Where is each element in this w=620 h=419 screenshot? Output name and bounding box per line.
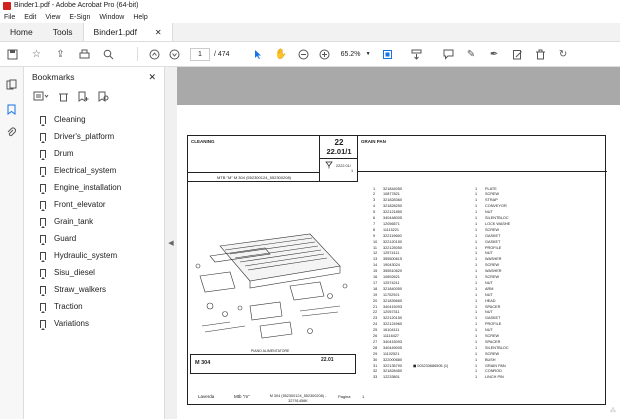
parts-sheet bbox=[187, 135, 606, 405]
grain-pan-header bbox=[358, 136, 607, 172]
part-pos: 3 bbox=[373, 198, 376, 203]
chevron-down-icon: ▼ bbox=[365, 51, 371, 57]
toolbar-divider bbox=[137, 47, 138, 61]
part-code: 10877821 bbox=[383, 192, 400, 197]
footer-brand: Laverda bbox=[198, 394, 215, 399]
part-qty: 1 bbox=[475, 286, 478, 291]
part-qty: 1 bbox=[475, 363, 478, 368]
bookmark-label: Cleaning bbox=[54, 115, 86, 124]
tab-document[interactable] bbox=[83, 23, 173, 41]
close-tab-icon[interactable]: ✕ bbox=[154, 27, 162, 37]
bookmark-item[interactable] bbox=[24, 111, 164, 128]
page-thumbnails-icon[interactable] bbox=[5, 78, 18, 91]
parts-row bbox=[373, 257, 535, 262]
part-desc: SILENTBLOC bbox=[485, 345, 509, 350]
parts-row bbox=[373, 263, 535, 268]
part-code: 321840050 bbox=[383, 286, 403, 291]
part-pos: 26 bbox=[373, 334, 378, 338]
part-pos: 23 bbox=[373, 316, 378, 321]
part-desc: SCREW bbox=[485, 192, 500, 197]
watermark-text: ⁂ bbox=[610, 408, 616, 414]
drawing-title-block bbox=[190, 349, 356, 374]
bookmark-icon bbox=[40, 303, 46, 311]
part-qty: 1 bbox=[475, 257, 478, 262]
part-code: 11115221 bbox=[383, 227, 400, 232]
drawing-code: 22.01 bbox=[321, 357, 334, 363]
bookmarks-title: Bookmarks bbox=[32, 72, 75, 82]
part-desc: LINCH PIN bbox=[485, 375, 504, 380]
exploded-drawing bbox=[190, 226, 356, 352]
part-pos: 10 bbox=[373, 239, 378, 244]
part-pos: 7 bbox=[373, 221, 376, 226]
page-number-input[interactable]: 1 bbox=[190, 48, 210, 61]
part-code: 12057311 bbox=[383, 310, 400, 315]
part-code: 340415093 bbox=[383, 304, 403, 309]
part-qty: 1 bbox=[475, 304, 478, 309]
bookmark-item[interactable] bbox=[24, 298, 164, 315]
part-code: 16104111 bbox=[383, 328, 400, 333]
part-qty: 1 bbox=[475, 239, 478, 244]
bookmark-icon bbox=[40, 269, 46, 277]
parts-row bbox=[373, 192, 535, 197]
part-code: 12233801 bbox=[383, 375, 400, 380]
bookmark-label: Straw_walkers bbox=[54, 285, 107, 294]
bookmark-item[interactable] bbox=[24, 162, 164, 179]
part-code: 322119660 bbox=[383, 233, 402, 238]
search-icon[interactable] bbox=[102, 48, 115, 61]
options-menu-icon[interactable] bbox=[32, 90, 50, 103]
part-code: 322135790 bbox=[383, 363, 403, 368]
save-icon[interactable] bbox=[6, 48, 19, 61]
part-desc: SILENTBLOC bbox=[485, 216, 509, 220]
collapse-left-icon: ◀ bbox=[168, 240, 174, 247]
find-bookmark-icon[interactable] bbox=[97, 90, 110, 103]
part-code: 321839660 bbox=[383, 298, 403, 303]
part-code: 322120150 bbox=[383, 316, 403, 321]
parts-row bbox=[373, 298, 535, 303]
part-pos: 1 bbox=[373, 186, 376, 191]
part-pos: 33 bbox=[373, 375, 378, 380]
part-qty: 1 bbox=[475, 216, 478, 220]
part-pos: 9 bbox=[373, 233, 376, 238]
part-desc: GASKET bbox=[485, 233, 501, 238]
part-desc: NUT bbox=[485, 310, 493, 315]
part-qty: 1 bbox=[475, 369, 478, 374]
parts-row bbox=[373, 239, 535, 244]
part-qty: 1 bbox=[475, 345, 478, 350]
part-desc: GRAIN PAN bbox=[485, 363, 506, 368]
part-qty: 1 bbox=[475, 192, 478, 197]
part-code: 355500615 bbox=[383, 257, 403, 262]
part-qty: 1 bbox=[475, 198, 478, 203]
bookmarks-panel-icon[interactable] bbox=[5, 103, 18, 116]
flag-symbol-icon bbox=[325, 161, 333, 169]
footer-serial: M 304 (552300124_552300208) - 32791456K bbox=[269, 394, 327, 403]
part-qty: 1 bbox=[475, 221, 478, 226]
part-pos: 13 bbox=[373, 257, 378, 262]
upload-icon[interactable]: ⇪ bbox=[56, 48, 65, 60]
parts-row bbox=[373, 227, 535, 232]
sheet-footer bbox=[188, 390, 607, 406]
part-code: 355510620 bbox=[383, 269, 403, 274]
part-desc: LOCK WASHE bbox=[485, 221, 511, 226]
part-desc: SCREW bbox=[485, 351, 500, 356]
menu-bar bbox=[0, 11, 620, 23]
part-desc: STRAP bbox=[485, 198, 498, 203]
part-qty: 1 bbox=[475, 334, 478, 338]
zoom-level-value: 65.2% bbox=[340, 50, 361, 58]
part-pos: 8 bbox=[373, 227, 376, 232]
footer-page-label: Pagina bbox=[338, 394, 351, 399]
part-code: 321844050 bbox=[383, 186, 403, 191]
part-desc: SPACER bbox=[485, 304, 501, 309]
bookmark-label: Sisu_diesel bbox=[54, 268, 95, 277]
part-code: 10892621 bbox=[383, 275, 400, 279]
document-viewport[interactable] bbox=[177, 67, 620, 419]
part-code: 340449005 bbox=[383, 345, 403, 350]
part-code: 11702921 bbox=[383, 292, 400, 297]
zoom-in-icon[interactable] bbox=[318, 48, 331, 61]
bookmark-icon bbox=[40, 286, 46, 294]
part-pos: 16 bbox=[373, 275, 378, 279]
part-qty: 1 bbox=[475, 328, 478, 333]
bookmarks-panel bbox=[24, 67, 165, 419]
part-code: 11116427 bbox=[383, 334, 400, 338]
pdf-page bbox=[177, 105, 620, 419]
bookmarks-header bbox=[24, 67, 164, 87]
tab-home[interactable]: Home bbox=[10, 27, 33, 37]
bookmark-icon bbox=[40, 150, 46, 158]
parts-row bbox=[373, 198, 535, 203]
window-title: Binder1.pdf - Adobe Acrobat Pro (64-bit) bbox=[14, 2, 139, 9]
parts-row bbox=[373, 292, 535, 297]
bookmark-item[interactable] bbox=[24, 315, 164, 332]
small-ref: 2222.01/ bbox=[336, 164, 351, 168]
bookmark-icon bbox=[40, 235, 46, 243]
parts-row bbox=[373, 357, 535, 362]
part-qty: 1 bbox=[475, 357, 478, 362]
part-qty: 1 bbox=[475, 310, 478, 315]
parts-row bbox=[373, 233, 535, 238]
menu-window[interactable]: Window bbox=[99, 13, 125, 21]
part-pos: 21 bbox=[373, 304, 378, 309]
parts-row bbox=[373, 286, 535, 291]
sign-icon[interactable]: ✒ bbox=[489, 48, 499, 60]
part-code: 322120150 bbox=[383, 239, 403, 244]
part-code: 321828250 bbox=[383, 204, 403, 209]
bookmark-item[interactable] bbox=[24, 179, 164, 196]
page-down-icon[interactable] bbox=[168, 48, 181, 61]
bookmark-item[interactable] bbox=[24, 230, 164, 247]
part-desc: SCREW bbox=[485, 334, 500, 338]
part-desc: NUT bbox=[485, 251, 493, 256]
part-pos: 14 bbox=[373, 263, 378, 268]
part-desc: NUT bbox=[485, 280, 493, 285]
part-pos: 19 bbox=[373, 292, 378, 297]
part-pos: 29 bbox=[373, 351, 378, 356]
part-qty: 1 bbox=[475, 269, 478, 274]
previous-page-area bbox=[177, 67, 620, 105]
part-qty: 1 bbox=[475, 251, 478, 256]
parts-row bbox=[373, 204, 535, 209]
grain-pan-drawing bbox=[190, 226, 356, 352]
bookmark-icon bbox=[40, 116, 46, 124]
parts-row bbox=[373, 345, 535, 350]
bookmark-item[interactable] bbox=[24, 247, 164, 264]
page-up-icon[interactable] bbox=[148, 48, 161, 61]
part-qty: 1 bbox=[475, 298, 478, 303]
bookmark-icon bbox=[40, 133, 46, 141]
part-pos: 12 bbox=[373, 251, 378, 256]
bookmark-label: Hydraulic_system bbox=[54, 251, 118, 260]
part-code: 321828450 bbox=[383, 369, 403, 374]
fit-page-icon[interactable] bbox=[381, 48, 394, 61]
bookmark-label: Drum bbox=[54, 149, 74, 158]
part-desc: ARM bbox=[485, 286, 494, 291]
delete-icon[interactable] bbox=[534, 48, 547, 61]
parts-row bbox=[373, 216, 535, 221]
bookmark-icon bbox=[40, 218, 46, 226]
part-code: 322121850 bbox=[383, 210, 403, 215]
part-pos: 20 bbox=[373, 298, 378, 303]
part-desc: GASKET bbox=[485, 316, 501, 321]
tab-tools[interactable]: Tools bbox=[52, 27, 73, 37]
bookmark-item[interactable] bbox=[24, 128, 164, 145]
edit-pdf-icon[interactable] bbox=[511, 48, 524, 61]
bookmark-list bbox=[24, 105, 164, 332]
bookmark-label: Grain_tank bbox=[54, 217, 94, 226]
part-desc: WASHER bbox=[485, 257, 502, 262]
part-qty: 1 bbox=[475, 316, 478, 321]
part-desc: CONVEYOR bbox=[485, 204, 507, 209]
delete-bookmark-icon[interactable] bbox=[57, 90, 70, 103]
menu-help[interactable]: Help bbox=[133, 13, 148, 21]
bookmark-item[interactable] bbox=[24, 281, 164, 298]
bookmark-item[interactable] bbox=[24, 213, 164, 230]
bookmark-item[interactable] bbox=[24, 145, 164, 162]
part-pos: 18 bbox=[373, 286, 378, 291]
bookmark-icon bbox=[40, 320, 46, 328]
part-desc: CONROD bbox=[485, 369, 502, 374]
part-pos: 27 bbox=[373, 339, 378, 344]
part-qty: 1 bbox=[475, 375, 478, 380]
part-qty: 1 bbox=[475, 245, 478, 250]
close-panel-icon[interactable]: ✕ bbox=[148, 71, 156, 82]
ref-sub: 22.01/1 bbox=[326, 147, 352, 156]
parts-row bbox=[373, 251, 535, 256]
part-code: 12056571 bbox=[383, 221, 400, 226]
menu-view[interactable]: View bbox=[45, 13, 61, 21]
select-cursor-icon[interactable] bbox=[252, 48, 265, 61]
section-header bbox=[188, 136, 320, 182]
part-desc: NUT bbox=[485, 328, 493, 333]
part-desc: PROFILE bbox=[485, 245, 502, 250]
bookmark-label: Engine_installation bbox=[54, 183, 122, 192]
menu-esign[interactable]: E-Sign bbox=[69, 13, 91, 21]
parts-row bbox=[373, 275, 535, 280]
bookmark-item[interactable] bbox=[24, 196, 164, 213]
bookmark-label: Variations bbox=[54, 319, 89, 328]
parts-row bbox=[373, 245, 535, 250]
parts-row bbox=[373, 186, 535, 191]
part-desc: NUT bbox=[485, 292, 493, 297]
parts-row bbox=[373, 334, 535, 339]
parts-row bbox=[373, 363, 535, 368]
parts-row bbox=[373, 328, 535, 333]
page-total: / 474 bbox=[214, 50, 230, 58]
parts-row bbox=[373, 280, 535, 285]
part-desc: SPACER bbox=[485, 339, 501, 344]
part-pos: 25 bbox=[373, 328, 378, 333]
tab-bar bbox=[0, 23, 620, 42]
ref-number: 22 bbox=[334, 138, 344, 147]
part-code: 12574211 bbox=[383, 280, 400, 285]
part-qty: 1 bbox=[475, 186, 478, 191]
part-desc: HEAD bbox=[485, 298, 496, 303]
bookmark-label: Traction bbox=[54, 302, 83, 311]
bookmark-icon bbox=[40, 184, 46, 192]
parts-row bbox=[373, 310, 535, 315]
star-icon[interactable]: ☆ bbox=[32, 48, 41, 60]
part-code: 322125050 bbox=[383, 245, 403, 250]
part-desc: WASHER bbox=[485, 269, 502, 274]
small-ref-sub: 1 bbox=[351, 169, 354, 173]
rotate-icon[interactable]: ↻ bbox=[558, 48, 568, 60]
tab-document-label: Binder1.pdf bbox=[93, 27, 138, 37]
bookmark-icon bbox=[40, 167, 46, 175]
part-code: 321828360 bbox=[383, 198, 403, 203]
part-desc: SCREW bbox=[485, 275, 500, 279]
drawing-label: PIANO ALIMENTATORE bbox=[251, 349, 290, 353]
print-icon[interactable] bbox=[78, 48, 91, 61]
footer-model: Mtb "m" bbox=[234, 394, 250, 399]
left-navigation-rail bbox=[0, 67, 24, 419]
part-qty: 1 bbox=[475, 210, 478, 215]
part-qty: 1 bbox=[475, 351, 478, 356]
part-pos: 2 bbox=[373, 192, 376, 197]
part-desc: GASKET bbox=[485, 239, 501, 244]
part-note: ◼ 003233686505 (1) bbox=[413, 364, 449, 368]
part-pos: 28 bbox=[373, 345, 378, 350]
part-qty: 1 bbox=[475, 275, 478, 279]
part-desc: BUSH bbox=[485, 357, 496, 362]
part-code: 340415093 bbox=[383, 339, 403, 344]
part-qty: 1 bbox=[475, 339, 478, 344]
bookmark-icon bbox=[40, 201, 46, 209]
comment-icon[interactable] bbox=[442, 48, 455, 61]
parts-row bbox=[373, 210, 535, 215]
scroll-mode-icon[interactable] bbox=[410, 48, 423, 61]
part-pos: 5 bbox=[373, 210, 376, 215]
part-qty: 1 bbox=[475, 204, 478, 209]
part-pos: 6 bbox=[373, 216, 376, 220]
part-qty: 1 bbox=[475, 263, 478, 268]
highlight-pen-icon[interactable]: ✎ bbox=[466, 48, 476, 60]
part-pos: 11 bbox=[373, 245, 377, 250]
part-pos: 4 bbox=[373, 204, 376, 209]
bookmarks-toolbar bbox=[24, 87, 164, 105]
parts-row bbox=[373, 351, 535, 356]
acrobat-app-icon bbox=[3, 2, 11, 10]
parts-row bbox=[373, 369, 535, 374]
part-code: 12574111 bbox=[383, 251, 400, 256]
bookmark-label: Guard bbox=[54, 234, 77, 243]
part-code: 19043024 bbox=[383, 263, 400, 268]
parts-row bbox=[373, 375, 535, 380]
menu-file[interactable]: File bbox=[4, 13, 16, 21]
part-pos: 31 bbox=[373, 363, 378, 368]
zoom-out-icon[interactable] bbox=[297, 48, 310, 61]
bookmark-label: Electrical_system bbox=[54, 166, 117, 175]
parts-row bbox=[373, 339, 535, 344]
part-qty: 1 bbox=[475, 227, 478, 232]
part-code: 322124960 bbox=[383, 322, 403, 327]
bookmark-icon bbox=[40, 252, 46, 260]
bookmark-item[interactable] bbox=[24, 264, 164, 281]
grain-pan-title: GRAIN PAN bbox=[361, 139, 386, 144]
parts-row bbox=[373, 269, 535, 274]
bookmark-label: Front_elevator bbox=[54, 200, 106, 209]
bookmark-label: Driver's_platform bbox=[54, 132, 115, 141]
model-line: MTB "M" M 304 (552300124_552300208) bbox=[188, 172, 320, 182]
part-pos: 32 bbox=[373, 369, 378, 374]
part-desc: SCREW bbox=[485, 227, 500, 232]
toolbar bbox=[0, 42, 620, 67]
part-code: 340448005 bbox=[383, 216, 403, 220]
part-pos: 30 bbox=[373, 357, 378, 362]
attachments-icon[interactable] bbox=[5, 126, 18, 139]
part-qty: 1 bbox=[475, 233, 478, 238]
part-pos: 17 bbox=[373, 280, 378, 285]
window-titlebar bbox=[0, 0, 620, 11]
section-title: CLEANING bbox=[191, 139, 215, 144]
part-qty: 1 bbox=[475, 322, 478, 327]
part-desc: PROFILE bbox=[485, 322, 502, 327]
panel-collapse-handle[interactable] bbox=[165, 67, 177, 419]
part-pos: 22 bbox=[373, 310, 378, 315]
part-desc: SCREW bbox=[485, 263, 500, 268]
parts-row bbox=[373, 322, 535, 327]
menu-edit[interactable]: Edit bbox=[24, 13, 37, 21]
part-pos: 15 bbox=[373, 269, 378, 274]
drawing-model: M 304 bbox=[195, 360, 211, 366]
part-code: 322000680 bbox=[383, 357, 403, 362]
part-qty: 1 bbox=[475, 280, 478, 285]
parts-list bbox=[373, 186, 603, 386]
parts-row bbox=[373, 304, 535, 309]
parts-row bbox=[373, 221, 535, 226]
part-desc: PLATE bbox=[485, 186, 497, 191]
parts-row bbox=[373, 316, 535, 321]
zoom-level-field[interactable] bbox=[341, 48, 371, 61]
new-bookmark-icon[interactable] bbox=[77, 90, 90, 103]
footer-page-number: 1 bbox=[362, 394, 365, 399]
hand-tool-icon[interactable]: ✋ bbox=[274, 48, 288, 60]
reference-box bbox=[320, 136, 358, 182]
part-code: 11102521 bbox=[383, 351, 400, 356]
part-pos: 24 bbox=[373, 322, 378, 327]
part-desc: NUT bbox=[485, 210, 493, 215]
part-qty: 1 bbox=[475, 292, 478, 297]
